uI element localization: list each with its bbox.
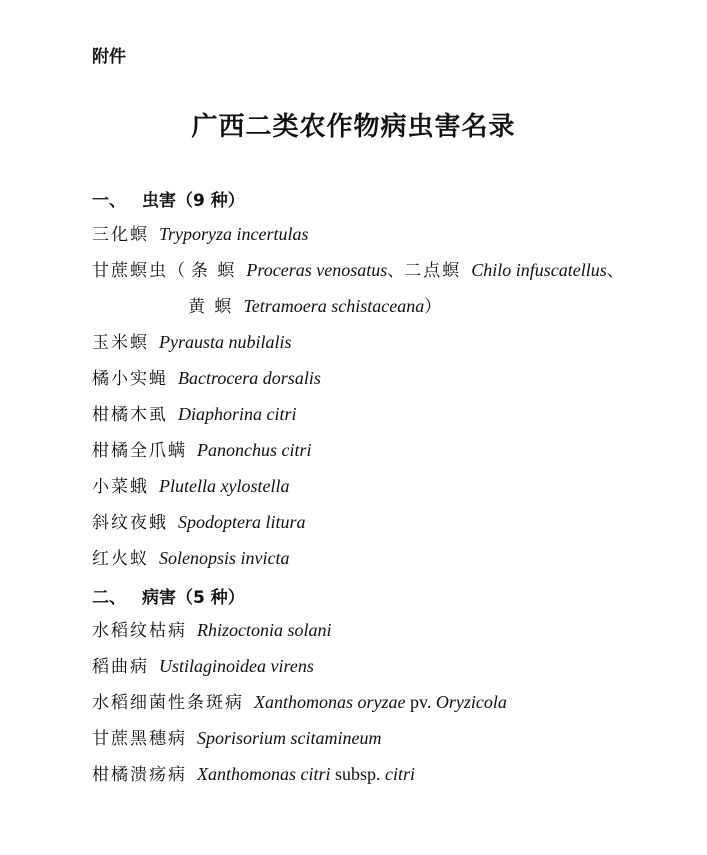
scientific-name: Spodoptera litura xyxy=(178,512,306,532)
separator: 、 xyxy=(606,261,624,281)
list-item-pest xyxy=(92,511,306,534)
common-name: 三化螟 xyxy=(92,225,149,245)
list-item-pest xyxy=(92,475,289,498)
scientific-name: Tryporyza incertulas xyxy=(159,224,309,244)
list-item-pest xyxy=(92,403,297,426)
attachment-label: 附件 xyxy=(92,47,126,67)
common-name: 玉米螟 xyxy=(92,333,149,353)
subspecies-label: subsp. xyxy=(330,764,386,784)
list-item-disease xyxy=(92,727,382,750)
common-name: 柑橘溃疡病 xyxy=(92,765,187,785)
sub-common-name: 二点螟 xyxy=(404,261,462,281)
common-name: 红火蚁 xyxy=(92,549,149,569)
common-name: 斜纹夜蛾 xyxy=(92,513,168,533)
list-item-pest xyxy=(92,439,312,462)
sub-common-name: 条 螟 xyxy=(191,261,237,281)
scientific-name: Chilo infuscatellus xyxy=(471,260,607,280)
section-number: 一、 xyxy=(92,191,126,211)
common-name: 甘蔗黑穗病 xyxy=(92,729,187,749)
pathovar-label: pv. xyxy=(405,692,436,712)
list-item-pest xyxy=(92,367,321,390)
scientific-name: Rhizoctonia solani xyxy=(197,620,332,640)
section-title: 病害（5 种） xyxy=(142,588,245,608)
scientific-name: Xanthomonas citri xyxy=(197,764,331,784)
scientific-name: Panonchus citri xyxy=(197,440,312,460)
scientific-name: Solenopsis invicta xyxy=(159,548,290,568)
list-item-pest xyxy=(92,547,289,570)
common-name: 稻曲病 xyxy=(92,657,149,677)
section-title: 虫害（9 种） xyxy=(142,191,245,211)
common-name: 甘蔗螟虫（ xyxy=(92,261,187,281)
separator: 、 xyxy=(387,261,405,281)
common-name: 水稻细菌性条斑病 xyxy=(92,693,244,713)
list-item-sugarcane-borer xyxy=(92,259,624,282)
common-name: 柑橘全爪螨 xyxy=(92,441,187,461)
section-heading-pests xyxy=(92,186,245,211)
list-item-disease xyxy=(92,619,332,642)
scientific-name: Xanthomonas oryzae xyxy=(254,692,406,712)
common-name: 柑橘木虱 xyxy=(92,405,168,425)
sub-common-name: 黄 螟 xyxy=(188,297,234,317)
list-item-disease xyxy=(92,763,415,786)
subspecies-name: citri xyxy=(385,764,416,784)
common-name: 水稻纹枯病 xyxy=(92,621,187,641)
close-paren: ） xyxy=(424,297,442,317)
scientific-name: Pyrausta nubilalis xyxy=(159,332,292,352)
scientific-name: Diaphorina citri xyxy=(178,404,297,424)
section-number: 二、 xyxy=(92,588,126,608)
list-item-disease xyxy=(92,691,507,714)
list-item-sugarcane-borer-cont xyxy=(188,295,441,318)
list-item-pest xyxy=(92,331,292,354)
document-title: 广西二类农作物病虫害名录 xyxy=(191,112,516,142)
scientific-name: Tetramoera schistaceana xyxy=(243,296,425,316)
list-item-disease xyxy=(92,655,314,678)
scientific-name: Bactrocera dorsalis xyxy=(178,368,321,388)
common-name: 小菜蛾 xyxy=(92,477,149,497)
scientific-name: Plutella xylostella xyxy=(159,476,290,496)
common-name: 橘小实蝇 xyxy=(92,369,168,389)
scientific-name: Ustilaginoidea virens xyxy=(159,656,314,676)
pathovar-name: Oryzicola xyxy=(435,692,507,712)
list-item-pest xyxy=(92,223,309,246)
scientific-name: Sporisorium scitamineum xyxy=(197,728,382,748)
scientific-name: Proceras venosatus xyxy=(246,260,388,280)
section-heading-diseases xyxy=(92,583,245,608)
